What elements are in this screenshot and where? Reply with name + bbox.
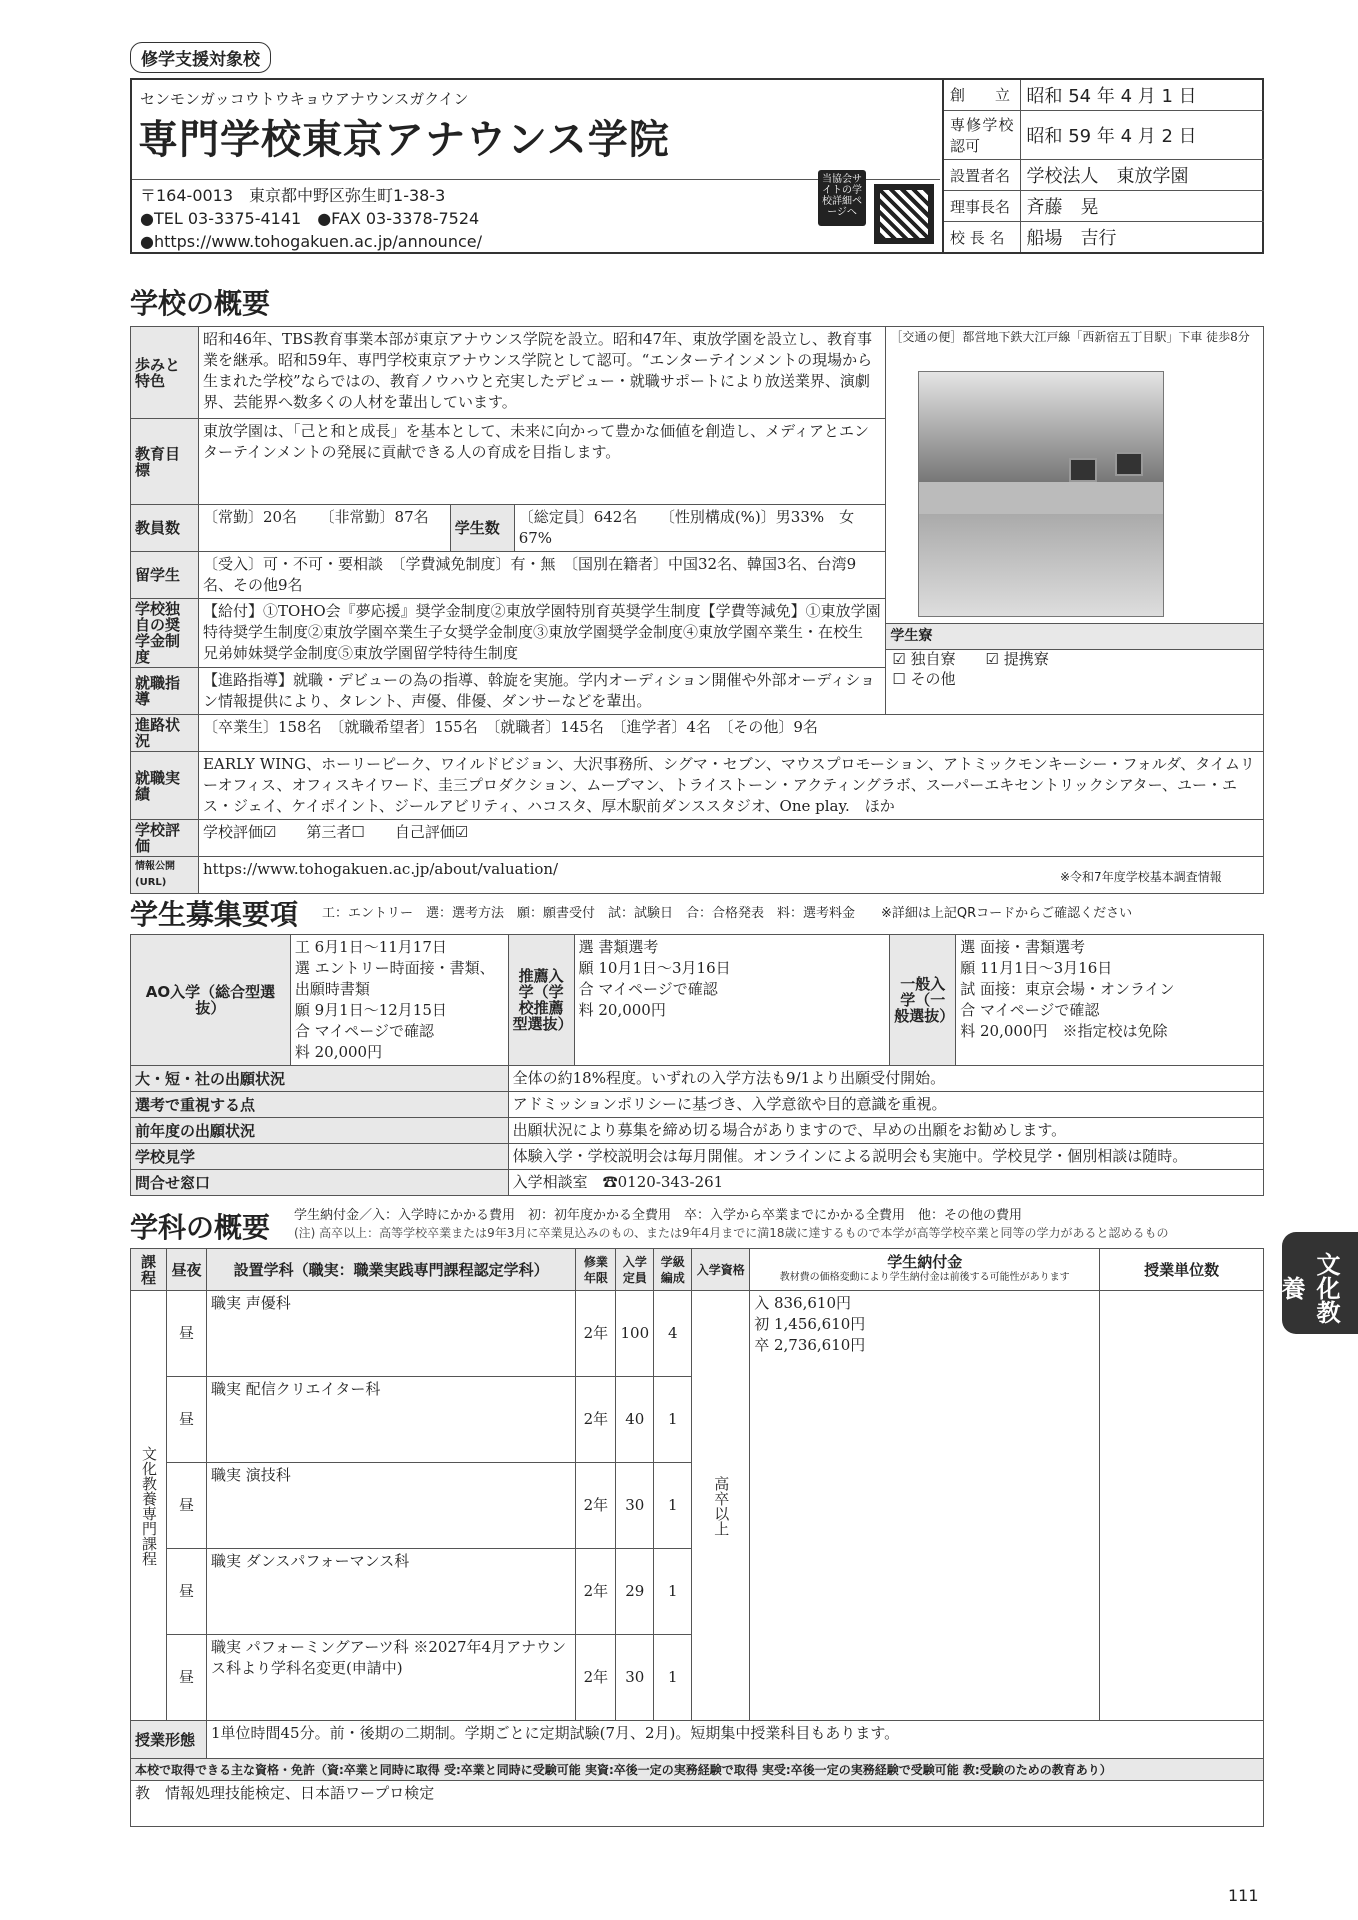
students-text: 〔総定員〕642名 〔性別構成(%)〕男33% 女67% [514,505,886,552]
school-url[interactable]: ●https://www.tohogakuen.ac.jp/announce/ [140,232,482,251]
suisen-details: 選 書類選考 願 10月1日～3月16日 合 マイページで確認 料 20,000円 [574,935,890,1066]
dept-classes: 1 [654,1377,692,1463]
dept-name: 職実 声優科 [206,1291,575,1377]
fee-total: 卒 2,736,610円 [754,1336,866,1354]
history-label: 歩みと特色 [131,327,199,419]
recruit-table [130,934,1264,1196]
ippan-details: 選 面接・書類選考 願 11月1日～3月16日 試 面接：東京会場・オンライン 合 マイページで確認 料 20,000円 ※指定校は免除 [956,935,1264,1066]
school-info [942,80,1264,252]
recruit-row-key: 前年度の出願状況 [131,1118,509,1144]
header-class: 学級編成 [654,1249,692,1291]
dept-time: 昼 [166,1377,206,1463]
dept-capacity: 29 [616,1549,654,1635]
history-text: 昭和46年、TBS教育事業本部が東京アナウンス学院を設立。昭和47年、東放学園を設立し、教育事業を継承。昭和59年、専門学校東京アナウンス学院として認可。“エンターテインメントの現場から生まれた学校”ならではの、教育ノウハウと充実したデビュー・就職サポートにより放送業界、演劇界、芸能界へ数多くの人材を輩出しています。 [198,327,885,419]
header-units: 授業単位数 [1100,1249,1264,1291]
eval-url[interactable]: https://www.tohogakuen.ac.jp/about/valuation/ [198,857,1263,894]
info-value: 昭和 59 年 4 月 2 日 [1020,110,1264,159]
info-value: 斉藤 晃 [1020,191,1264,222]
phone-fax: ●TEL 03-3375-4141 ●FAX 03-3378-7524 [140,209,480,228]
fee-entrance: 入 836,610円 [754,1294,852,1312]
form-label: 授業形態 [131,1721,207,1759]
contact-value[interactable]: 入学相談室 ☎0120-343-261 [508,1170,1263,1196]
dept-legend-1: 学生納付金／入：入学時にかかる費用 初：初年度かかる全費用 卒：入学から卒業までにかかる全費用 他：その他の費用 [294,1208,1023,1223]
dept-legend-2: (注) 高卒以上：高等学校卒業または9年3月に卒業見込みのもの、または9年4月までに満18歳に達するもので本学が高等学校卒業と同等の学力があると認めるもの [294,1226,1169,1240]
fees [750,1291,1100,1721]
ippan-label: 一般入学（一般選抜） [890,935,956,1066]
ao-details: 工 6月1日～11月17日 選 エントリー時面接・書類、出願時書類 願 9月1日～12月15日 合 マイページで確認 料 20,000円 [290,935,508,1066]
recruit-row-key: 学校見学 [131,1144,509,1170]
dept-capacity: 30 [616,1463,654,1549]
recruit-row-value: 全体の約18%程度。いずれの入学方法も9/1より出願受付開始。 [508,1066,1263,1092]
dept-classes: 1 [654,1463,692,1549]
dept-classes: 1 [654,1635,692,1721]
intl-text: 〔受入〕可・不可・要相談 〔学費減免制度〕有・無 〔国別在籍者〕中国32名、韓国3名、台湾9名、その他9名 [198,552,885,599]
dept-classes: 1 [654,1549,692,1635]
ao-label: AO入学（総合型選抜） [131,935,291,1066]
access-text: ［交通の便］都営地下鉄大江戸線「西新宿五丁目駅」下車 徒歩8分 [890,330,1250,344]
header-qualification: 入学資格 [692,1249,750,1291]
info-key: 専修学校認可 [944,110,1020,159]
dept-years: 2年 [576,1635,616,1721]
goal-label: 教育目標 [131,419,199,505]
qr-code-icon[interactable] [874,184,934,244]
recruit-row-value: アドミッションポリシーに基づき、入学意欲や目的意識を重視。 [508,1092,1263,1118]
postal-address: 〒164-0013 東京都中野区弥生町1-38-3 [140,186,446,205]
eval-text: 学校評価☑ 第三者☐ 自己評価☑ [198,820,1263,857]
info-value: 船場 吉行 [1026,228,1117,250]
dept-years: 2年 [576,1377,616,1463]
dept-name: 職実 パフォーミングアーツ科 ※2027年4月アナウンス科より学科名変更(申請中) [206,1635,575,1721]
header-dept: 設置学科（職実：職業実践専門課程認定学科） [206,1249,575,1291]
dept-name: 職実 ダンスパフォーマンス科 [206,1549,575,1635]
info-key: 理事長名 [944,191,1020,222]
path-text: 〔卒業生〕158名 〔就職希望者〕155名 〔就職者〕145名 〔進学者〕4名 〔その他〕9名 [198,715,1263,752]
goal-text: 東放学園は、「己と和と成長」を基本として、未来に向かって豊かな価値を創造し、メディアとエンターテインメントの発展に貢献できる人の育成を目指します。 [198,419,885,505]
scholar-label: 学校独自の奨学金制度 [131,599,199,668]
jobs-label: 就職実績 [131,752,199,820]
header-course: 課程 [131,1249,167,1291]
eval-label: 学校評価 [131,820,199,857]
dept-time: 昼 [166,1463,206,1549]
dorm-label: 学生寮 [886,623,1263,650]
page-number: 111 [1228,1886,1259,1905]
qualification: 高卒以上 [692,1291,750,1721]
dept-table [130,1248,1264,1827]
header-time: 昼夜 [166,1249,206,1291]
info-key: 創 立 [944,80,1020,110]
path-label: 進路状況 [131,715,199,752]
students-label: 学生数 [450,505,514,552]
recruit-row-value: 体験入学・学校説明会は毎月開催。オンラインによる説明会も実施中。学校見学・個別相談は随時。 [508,1144,1263,1170]
dept-name: 職実 演技科 [206,1463,575,1549]
recruit-heading: 学生募集要項 [130,898,299,931]
header-years: 修業年限 [576,1249,616,1291]
url-label: 情報公開(URL) [131,857,199,894]
intl-label: 留学生 [131,552,199,599]
recruit-row-key: 大・短・社の出願状況 [131,1066,509,1092]
career-label: 就職指導 [131,668,199,715]
dept-time: 昼 [166,1549,206,1635]
dept-years: 2年 [576,1549,616,1635]
recruit-row-value: 出願状況により募集を締め切る場合がありますので、早めの出願をお勧めします。 [508,1118,1263,1144]
recruit-row-key: 選考で重視する点 [131,1092,509,1118]
survey-note: ※令和7年度学校基本調査情報 [1060,870,1222,884]
teachers-text: 〔常勤〕20名 〔非常勤〕87名 [198,505,450,552]
dept-name: 職実 配信クリエイター科 [206,1377,575,1463]
info-key: 設置者名 [944,160,1020,191]
header-capacity: 入学定員 [616,1249,654,1291]
recruit-legend: 工：エントリー 選：選考方法 願：願書受付 試：試験日 合：合格発表 料：選考料金 ※詳細は上記QRコードからご確認ください [322,906,1133,921]
license-head: 本校で取得できる主な資格・免許（資:卒業と同時に取得 受:卒業と同時に受験可能 実資:卒後一定の実務経験で取得 実受:卒後一定の実務経験で受験可能 教:受験のための教育あり） [131,1759,1264,1781]
course-name: 文化教養専門課程 [131,1291,167,1721]
photo-cell [886,327,1264,715]
career-text: 【進路指導】就職・デビューの為の指導、斡旋を実施。学内オーディション開催や外部オーディション情報提供により、タレント、声優、俳優、ダンサーなどを輩出。 [198,668,885,715]
scholar-text: 【給付】①TOHO会『夢応援』奨学金制度②東放学園特別育英奨学生制度【学費等減免】①東放学園特待奨学生制度②東放学園卒業生子女奨学金制度③東放学園奨学金制度④東放学園卒業生・在校生 兄弟姉妹奨学金制度⑤東放学園留学特待生制度 [198,599,885,668]
dept-time: 昼 [166,1291,206,1377]
school-header [130,78,1264,254]
dept-classes: 4 [654,1291,692,1377]
info-key: 校 長 名 [944,222,1020,252]
overview-table [130,326,1264,894]
header-fee: 学生納付金 教材費の価格変動により学生納付金は前後する可能性があります [750,1249,1100,1291]
dept-years: 2年 [576,1291,616,1377]
info-value: 学校法人 東放学園 [1020,160,1264,191]
dorm-options: ☑ 独自寮 ☑ 提携寮 ☐ その他 [892,650,1064,688]
jobs-text: EARLY WING、ホーリーピーク、ワイルドビジョン、大沢事務所、シグマ・セブン、マウスプロモーション、アトミックモンキーシー・フォルダ、タイムリーオフィス、オフィスキイワード、圭三プロダクション、ムーブマン、トライストーン・アクティングラボ、スーパーエキセントリックシアター、ユー・エス・ジェイ、ケイポイント、ジールアビリティ、ハコスタ、厚木駅前ダンススタジオ、One play. ほか [198,752,1263,820]
dept-time: 昼 [166,1635,206,1721]
license-text: 教 情報処理技能検定、日本語ワープロ検定 [131,1781,1264,1827]
units [1100,1291,1264,1721]
dept-capacity: 30 [616,1635,654,1721]
overview-heading: 学校の概要 [130,287,271,320]
suisen-label: 推薦入学（学校推薦型選抜） [508,935,574,1066]
dept-heading: 学科の概要 [130,1211,271,1244]
category-tab[interactable]: 文化教養 [1282,1232,1358,1334]
dept-capacity: 40 [616,1377,654,1463]
qr-label: 当協会サイトの学校詳細ページへ [818,170,866,226]
dept-capacity: 100 [616,1291,654,1377]
school-kana: センモンガッコウトウキョウアナウンスガクイン [140,90,469,108]
teachers-label: 教員数 [131,505,199,552]
school-address [140,184,482,253]
dept-years: 2年 [576,1463,616,1549]
form-text: 1単位時間45分。前・後期の二期制。学期ごとに定期試験(7月、2月)。短期集中授業科目もあります。 [206,1721,1263,1759]
recruit-row-key: 問合せ窓口 [131,1170,509,1196]
support-badge: 修学支援対象校 [130,42,271,73]
info-value: 昭和 54 年 4 月 1 日 [1020,80,1264,110]
school-name: 専門学校東京アナウンス学院 [138,117,670,163]
fee-first-year: 初 1,456,610円 [754,1315,866,1333]
studio-photo [918,371,1164,617]
